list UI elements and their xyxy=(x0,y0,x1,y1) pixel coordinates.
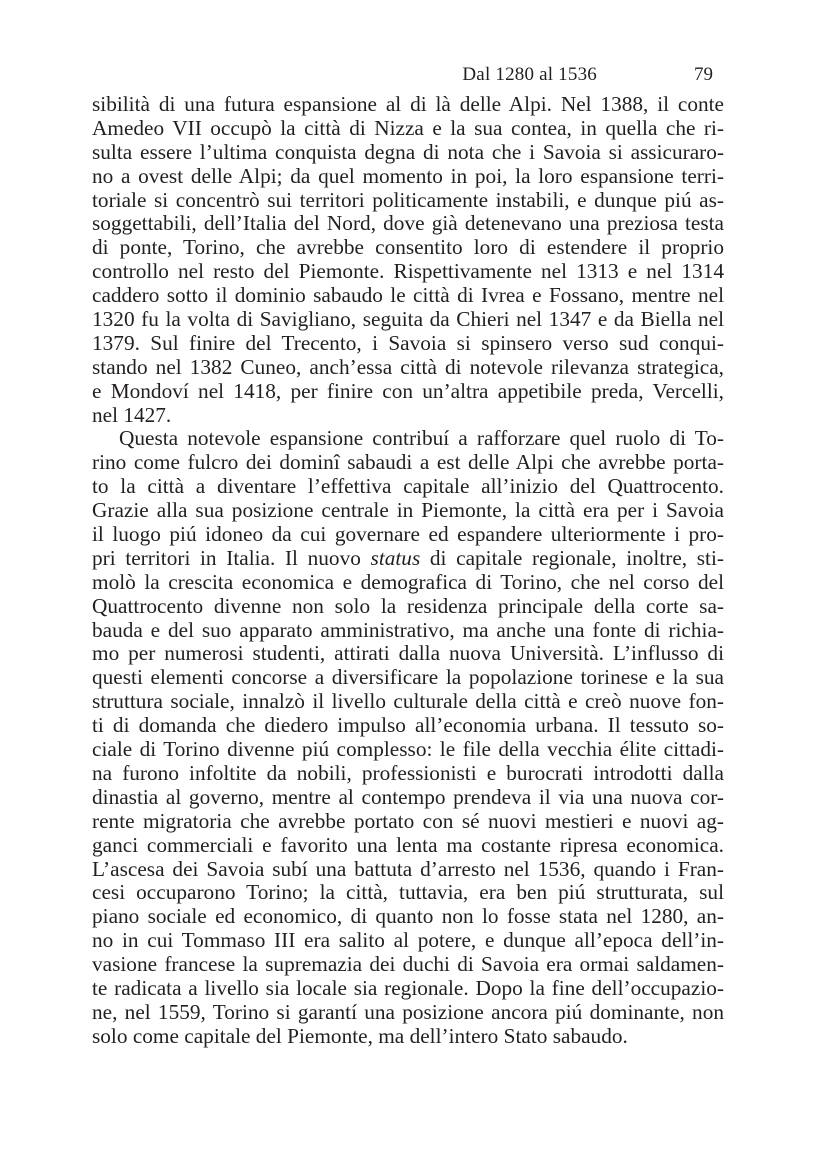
text-line: 1320 fu la volta di Savigliano, seguita da Chieri nel 1347 e da Biella nel xyxy=(92,308,724,332)
text-line: dinastia al governo, mentre al contempo prendeva il via una nuova cor- xyxy=(92,785,724,809)
paragraph-last-line: nel 1427. xyxy=(92,403,172,427)
text-line: 1379. Sul finire del Trecento, i Savoia si spinsero verso sud conqui- xyxy=(92,331,724,355)
text-line: questi elementi concorse a diversificare la popolazione torinese e la sua xyxy=(92,666,724,690)
text-line: Amedeo VII occupò la città di Nizza e la sua contea, in quella che ri- xyxy=(92,116,724,140)
text-line: sulta essere l’ultima conquista degna di nota che i Savoia si assicuraro- xyxy=(92,140,724,164)
text-line: il luogo piú idoneo da cui governare ed espandere ulteriormente i pro- xyxy=(92,523,724,547)
text-line: rente migratoria che avrebbe portato con sé nuovi mestieri e nuovi ag- xyxy=(92,809,724,833)
running-title: Dal 1280 al 1536 xyxy=(462,64,597,85)
running-header xyxy=(92,64,717,90)
text-line: cesi occuparono Torino; la città, tuttavia, era ben piú strutturata, sul xyxy=(92,881,724,905)
text-line: te radicata a livello sia locale sia regionale. Dopo la fine dell’occupazio- xyxy=(92,976,724,1000)
text-line: ganci commerciali e favorito una lenta ma costante ripresa economica. xyxy=(92,833,724,857)
text-line: ciale di Torino divenne piú complesso: le file della vecchia élite cittadi- xyxy=(92,738,724,762)
text-line: ne, nel 1559, Torino si garantí una posizione ancora piú dominante, non xyxy=(92,1000,724,1024)
text-line: stando nel 1382 Cuneo, anch’essa città di notevole rilevanza strategica, xyxy=(92,355,724,379)
text-line: piano sociale ed economico, di quanto non lo fosse stata nel 1280, an- xyxy=(92,905,724,929)
paragraph-last-line: solo come capitale del Piemonte, ma dell’intero Stato sabaudo. xyxy=(92,1024,628,1048)
italic-term: status xyxy=(370,546,421,570)
text-line: struttura sociale, innalzò il livello culturale della città e creò nuove fon- xyxy=(92,690,724,714)
text-line: mo per numerosi studenti, attirati dalla nuova Università. L’influsso di xyxy=(92,642,724,666)
text-line: pri territori in Italia. Il nuovo status di capitale regionale, inoltre, sti- xyxy=(92,546,724,570)
text-line: ti di domanda che diedero impulso all’economia urbana. Il tessuto so- xyxy=(92,714,724,738)
text-line: caddero sotto il dominio sabaudo le città di Ivrea e Fossano, mentre nel xyxy=(92,284,724,308)
page-number: 79 xyxy=(694,64,713,85)
text-line: L’ascesa dei Savoia subí una battuta d’arresto nel 1536, quando i Fran- xyxy=(92,857,724,881)
text-line: e Mondoví nel 1418, per finire con un’altra appetibile preda, Vercelli, xyxy=(92,379,724,403)
text-line: no a ovest delle Alpi; da quel momento in poi, la loro espansione terri- xyxy=(92,164,724,188)
text-line: toriale si concentrò sui territori politicamente instabili, e dunque piú as- xyxy=(92,188,724,212)
paragraph-first-line: Questa notevole espansione contribuí a rafforzare quel ruolo di To- xyxy=(119,427,724,451)
text-line: molò la crescita economica e demografica di Torino, che nel corso del xyxy=(92,570,724,594)
text-line: vasione francese la supremazia dei duchi di Savoia era ormai saldamen- xyxy=(92,953,724,977)
text-line: na furono infoltite da nobili, professionisti e burocrati introdotti dalla xyxy=(92,761,724,785)
text-line: Quattrocento divenne non solo la residenza principale della corte sa- xyxy=(92,594,724,618)
text-line: to la città a diventare l’effettiva capitale all’inizio del Quattrocento. xyxy=(92,475,724,499)
text-line: rino come fulcro dei dominî sabaudi a est delle Alpi che avrebbe porta- xyxy=(92,451,724,475)
text-line: bauda e del suo apparato amministrativo, ma anche una fonte di richia- xyxy=(92,618,724,642)
body-text xyxy=(92,93,724,1049)
text-line: sibilità di una futura espansione al di là delle Alpi. Nel 1388, il conte xyxy=(92,93,724,116)
text-line: controllo nel resto del Piemonte. Rispettivamente nel 1313 e nel 1314 xyxy=(92,260,724,284)
text-line: no in cui Tommaso III era salito al potere, e dunque all’epoca dell’in- xyxy=(92,929,724,953)
text-line: di ponte, Torino, che avrebbe consentito loro di estendere il proprio xyxy=(92,236,724,260)
text-line: Grazie alla sua posizione centrale in Piemonte, la città era per i Savoia xyxy=(92,499,724,523)
text-line: soggettabili, dell’Italia del Nord, dove già detenevano una preziosa testa xyxy=(92,212,724,236)
